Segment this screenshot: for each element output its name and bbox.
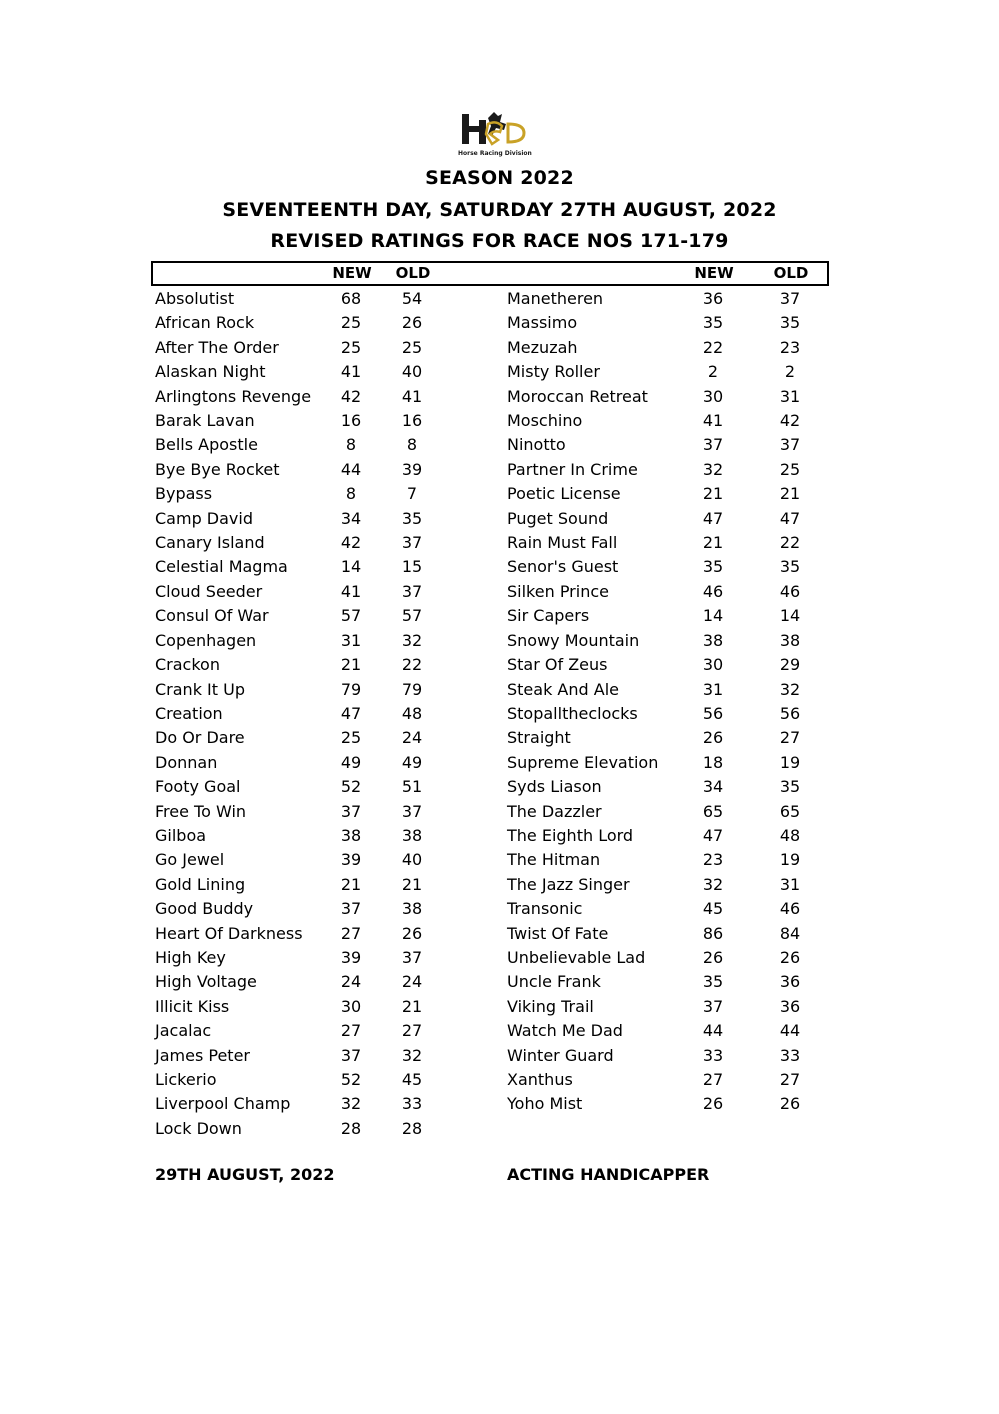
horse-name: Partner In Crime [507,459,638,479]
old-rating: 2 [784,362,796,382]
old-rating: 29 [779,655,801,675]
old-rating: 31 [779,874,801,894]
horse-name: Steak And Ale [507,679,619,699]
new-rating: 26 [702,1094,724,1114]
new-rating: 35 [702,557,724,577]
horse-name: James Peter [155,1045,250,1065]
new-rating: 28 [340,1118,362,1138]
old-rating: 8 [406,435,418,455]
old-rating: 23 [779,337,801,357]
new-rating: 34 [340,508,362,528]
horse-name: Liverpool Champ [155,1094,291,1114]
season-title: SEASON 2022 [425,167,574,189]
new-rating: 39 [340,947,362,967]
new-rating: 65 [702,801,724,821]
horse-name: Absolutist [155,289,235,308]
horse-name: The Jazz Singer [507,874,630,894]
document-title: REVISED RATINGS FOR RACE NOS 171-179 [270,230,729,252]
horse-name: Senor's Guest [507,557,619,577]
horse-name: Bye Bye Rocket [155,459,280,479]
new-rating: 18 [702,752,724,772]
new-rating: 32 [340,1094,362,1114]
old-rating: 25 [401,337,423,357]
new-rating: 47 [340,703,362,723]
old-rating: 37 [401,533,423,553]
new-rating: 31 [340,630,362,650]
horse-name: Transonic [507,899,583,919]
horse-name: The Dazzler [507,801,602,821]
old-rating: 32 [401,1045,423,1065]
new-rating: 14 [340,557,362,577]
signatory: ACTING HANDICAPPER [507,1165,710,1184]
old-rating: 28 [401,1118,423,1138]
horse-name: Yoho Mist [507,1094,583,1114]
horse-name: Silken Prince [507,581,609,601]
horse-name: Creation [155,703,223,723]
new-rating: 8 [345,435,357,455]
old-rating: 40 [401,362,423,382]
new-rating: 68 [340,289,362,308]
new-rating: 45 [702,899,724,919]
new-rating: 47 [702,508,724,528]
old-rating: 26 [401,923,423,943]
horse-name: Uncle Frank [507,972,601,992]
new-rating: 30 [702,655,724,675]
new-rating: 49 [340,752,362,772]
new-rating: 79 [340,679,362,699]
logo-caption: Horse Racing Division [458,150,532,157]
new-rating: 32 [702,874,724,894]
old-rating: 27 [779,1070,801,1089]
new-rating: 35 [702,313,724,333]
old-rating: 65 [779,801,801,821]
horse-name: Snowy Mountain [507,630,640,650]
old-rating: 38 [401,899,423,919]
new-rating: 57 [340,606,362,626]
old-rating: 41 [401,386,423,406]
new-rating: 36 [702,289,724,308]
horse-name: African Rock [155,313,255,333]
horse-name: Lock Down [155,1118,242,1138]
old-rating: 35 [401,508,423,528]
horse-name: Celestial Magma [155,557,288,577]
old-rating: 21 [401,874,423,894]
new-rating: 21 [340,874,362,894]
new-rating: 27 [340,1021,362,1041]
horse-name: Ninotto [507,435,566,455]
old-rating: 33 [779,1045,801,1065]
horse-name: Mezuzah [507,337,578,357]
new-rating: 23 [702,850,724,870]
old-rating: 32 [401,630,423,650]
issue-date: 29TH AUGUST, 2022 [155,1165,335,1184]
new-rating: 30 [340,996,362,1016]
new-rating: 42 [340,533,362,553]
horse-name: Stopalltheclocks [507,703,638,723]
new-rating: 37 [340,899,362,919]
horse-name: Sir Capers [507,606,590,626]
new-rating: 14 [702,606,724,626]
new-rating: 41 [340,362,362,382]
horse-name: Viking Trail [507,996,594,1016]
old-rating: 36 [779,996,801,1016]
horse-name: Camp David [155,508,253,528]
old-rating: 38 [401,825,423,845]
horse-name: Manetheren [507,289,604,308]
old-rating: 7 [406,484,418,504]
new-rating: 34 [702,777,724,797]
horse-name: Syds Liason [507,777,602,797]
old-rating: 37 [401,581,423,601]
horse-name: Bells Apostle [155,435,258,455]
old-rating: 27 [779,728,801,748]
header-new-right: NEW [694,264,734,282]
horse-name: Supreme Elevation [507,752,659,772]
new-rating: 24 [340,972,362,992]
horse-name: After The Order [155,337,279,357]
horse-name: Straight [507,728,571,748]
horse-name: Donnan [155,752,218,772]
horse-name: High Voltage [155,972,257,992]
horse-name: Cloud Seeder [155,581,263,601]
horse-name: Xanthus [507,1070,573,1089]
new-rating: 30 [702,386,724,406]
old-rating: 40 [401,850,423,870]
old-rating: 14 [779,606,801,626]
header-old-left: OLD [395,264,431,282]
horse-name: Crackon [155,655,220,675]
horse-name: Twist Of Fate [507,923,609,943]
old-rating: 44 [779,1021,801,1041]
old-rating: 46 [779,581,801,601]
horse-name: Rain Must Fall [507,533,618,553]
new-rating: 27 [702,1070,724,1089]
horse-name: Moroccan Retreat [507,386,648,406]
horse-name: Unbelievable Lad [507,947,646,967]
horse-name: Go Jewel [155,850,225,870]
new-rating: 21 [702,533,724,553]
new-rating: 37 [702,996,724,1016]
race-day-title: SEVENTEENTH DAY, SATURDAY 27TH AUGUST, 2022 [222,199,777,221]
old-rating: 39 [401,459,423,479]
old-rating: 37 [779,435,801,455]
old-rating: 35 [779,557,801,577]
old-rating: 21 [779,484,801,504]
new-rating: 42 [340,386,362,406]
old-rating: 46 [779,899,801,919]
old-rating: 31 [779,386,801,406]
new-rating: 52 [340,777,362,797]
header-new-left: NEW [332,264,372,282]
horse-name: High Key [155,947,226,967]
old-rating: 26 [779,947,801,967]
horse-name: Heart Of Darkness [155,923,303,943]
old-rating: 35 [779,777,801,797]
old-rating: 16 [401,411,423,431]
old-rating: 33 [401,1094,423,1114]
new-rating: 25 [340,313,362,333]
new-rating: 21 [702,484,724,504]
new-rating: 44 [340,459,362,479]
new-rating: 21 [340,655,362,675]
new-rating: 25 [340,728,362,748]
new-rating: 37 [702,435,724,455]
new-rating: 25 [340,337,362,357]
old-rating: 25 [779,459,801,479]
old-rating: 45 [401,1070,423,1089]
horse-name: Barak Lavan [155,411,255,431]
old-rating: 54 [401,289,423,308]
old-rating: 37 [401,947,423,967]
old-rating: 21 [401,996,423,1016]
horse-name: Do Or Dare [155,728,245,748]
old-rating: 32 [779,679,801,699]
horse-name: Jacalac [155,1021,212,1041]
old-rating: 47 [779,508,801,528]
old-rating: 37 [401,801,423,821]
horse-name: The Eighth Lord [507,825,634,845]
new-rating: 33 [702,1045,724,1065]
horse-name: Watch Me Dad [507,1021,623,1041]
old-rating: 48 [401,703,423,723]
horse-name: Alaskan Night [155,362,266,382]
old-rating: 37 [779,289,801,308]
new-rating: 31 [702,679,724,699]
old-rating: 26 [779,1094,801,1114]
old-rating: 42 [779,411,801,431]
new-rating: 32 [702,459,724,479]
new-rating: 38 [702,630,724,650]
horse-name: Massimo [507,313,578,333]
horse-name: Consul Of War [155,606,269,626]
old-rating: 38 [779,630,801,650]
new-rating: 16 [340,411,362,431]
new-rating: 26 [702,728,724,748]
old-rating: 84 [779,923,801,943]
old-rating: 22 [779,533,801,553]
header-old-right: OLD [773,264,809,282]
horse-name: Footy Goal [155,777,241,797]
new-rating: 38 [340,825,362,845]
new-rating: 37 [340,801,362,821]
horse-name: Gold Lining [155,874,246,894]
new-rating: 52 [340,1070,362,1089]
new-rating: 22 [702,337,724,357]
old-rating: 26 [401,313,423,333]
new-rating: 41 [702,411,724,431]
old-rating: 15 [401,557,423,577]
column-header-bar [151,261,829,286]
old-rating: 35 [779,313,801,333]
old-rating: 49 [401,752,423,772]
old-rating: 36 [779,972,801,992]
new-rating: 35 [702,972,724,992]
old-rating: 19 [779,850,801,870]
horse-name: Arlingtons Revenge [155,386,312,406]
old-rating: 24 [401,972,423,992]
new-rating: 47 [702,825,724,845]
horse-name: Lickerio [155,1070,217,1089]
new-rating: 41 [340,581,362,601]
old-rating: 48 [779,825,801,845]
old-rating: 79 [401,679,423,699]
new-rating: 27 [340,923,362,943]
old-rating: 22 [401,655,423,675]
old-rating: 51 [401,777,423,797]
new-rating: 56 [702,703,724,723]
new-rating: 86 [702,923,724,943]
new-rating: 44 [702,1021,724,1041]
old-rating: 24 [401,728,423,748]
old-rating: 27 [401,1021,423,1041]
new-rating: 8 [345,484,357,504]
new-rating: 39 [340,850,362,870]
horse-name: Copenhagen [155,630,257,650]
horse-name: Bypass [155,484,213,504]
horse-name: Canary Island [155,533,265,553]
horse-name: Free To Win [155,801,247,821]
old-rating: 56 [779,703,801,723]
horse-name: Gilboa [155,825,207,845]
new-rating: 2 [707,362,719,382]
horse-name: Moschino [507,411,583,431]
horse-name: Puget Sound [507,508,609,528]
horse-name: Crank It Up [155,679,245,699]
horse-name: Illicit Kiss [155,996,230,1016]
horse-name: Poetic License [507,484,621,504]
new-rating: 37 [340,1045,362,1065]
horse-name: Misty Roller [507,362,600,382]
horse-name: Star Of Zeus [507,655,608,675]
new-rating: 46 [702,581,724,601]
horse-name: Winter Guard [507,1045,614,1065]
hrd-logo [458,110,546,162]
old-rating: 57 [401,606,423,626]
horse-name: The Hitman [507,850,601,870]
old-rating: 19 [779,752,801,772]
new-rating: 26 [702,947,724,967]
horse-name: Good Buddy [155,899,254,919]
